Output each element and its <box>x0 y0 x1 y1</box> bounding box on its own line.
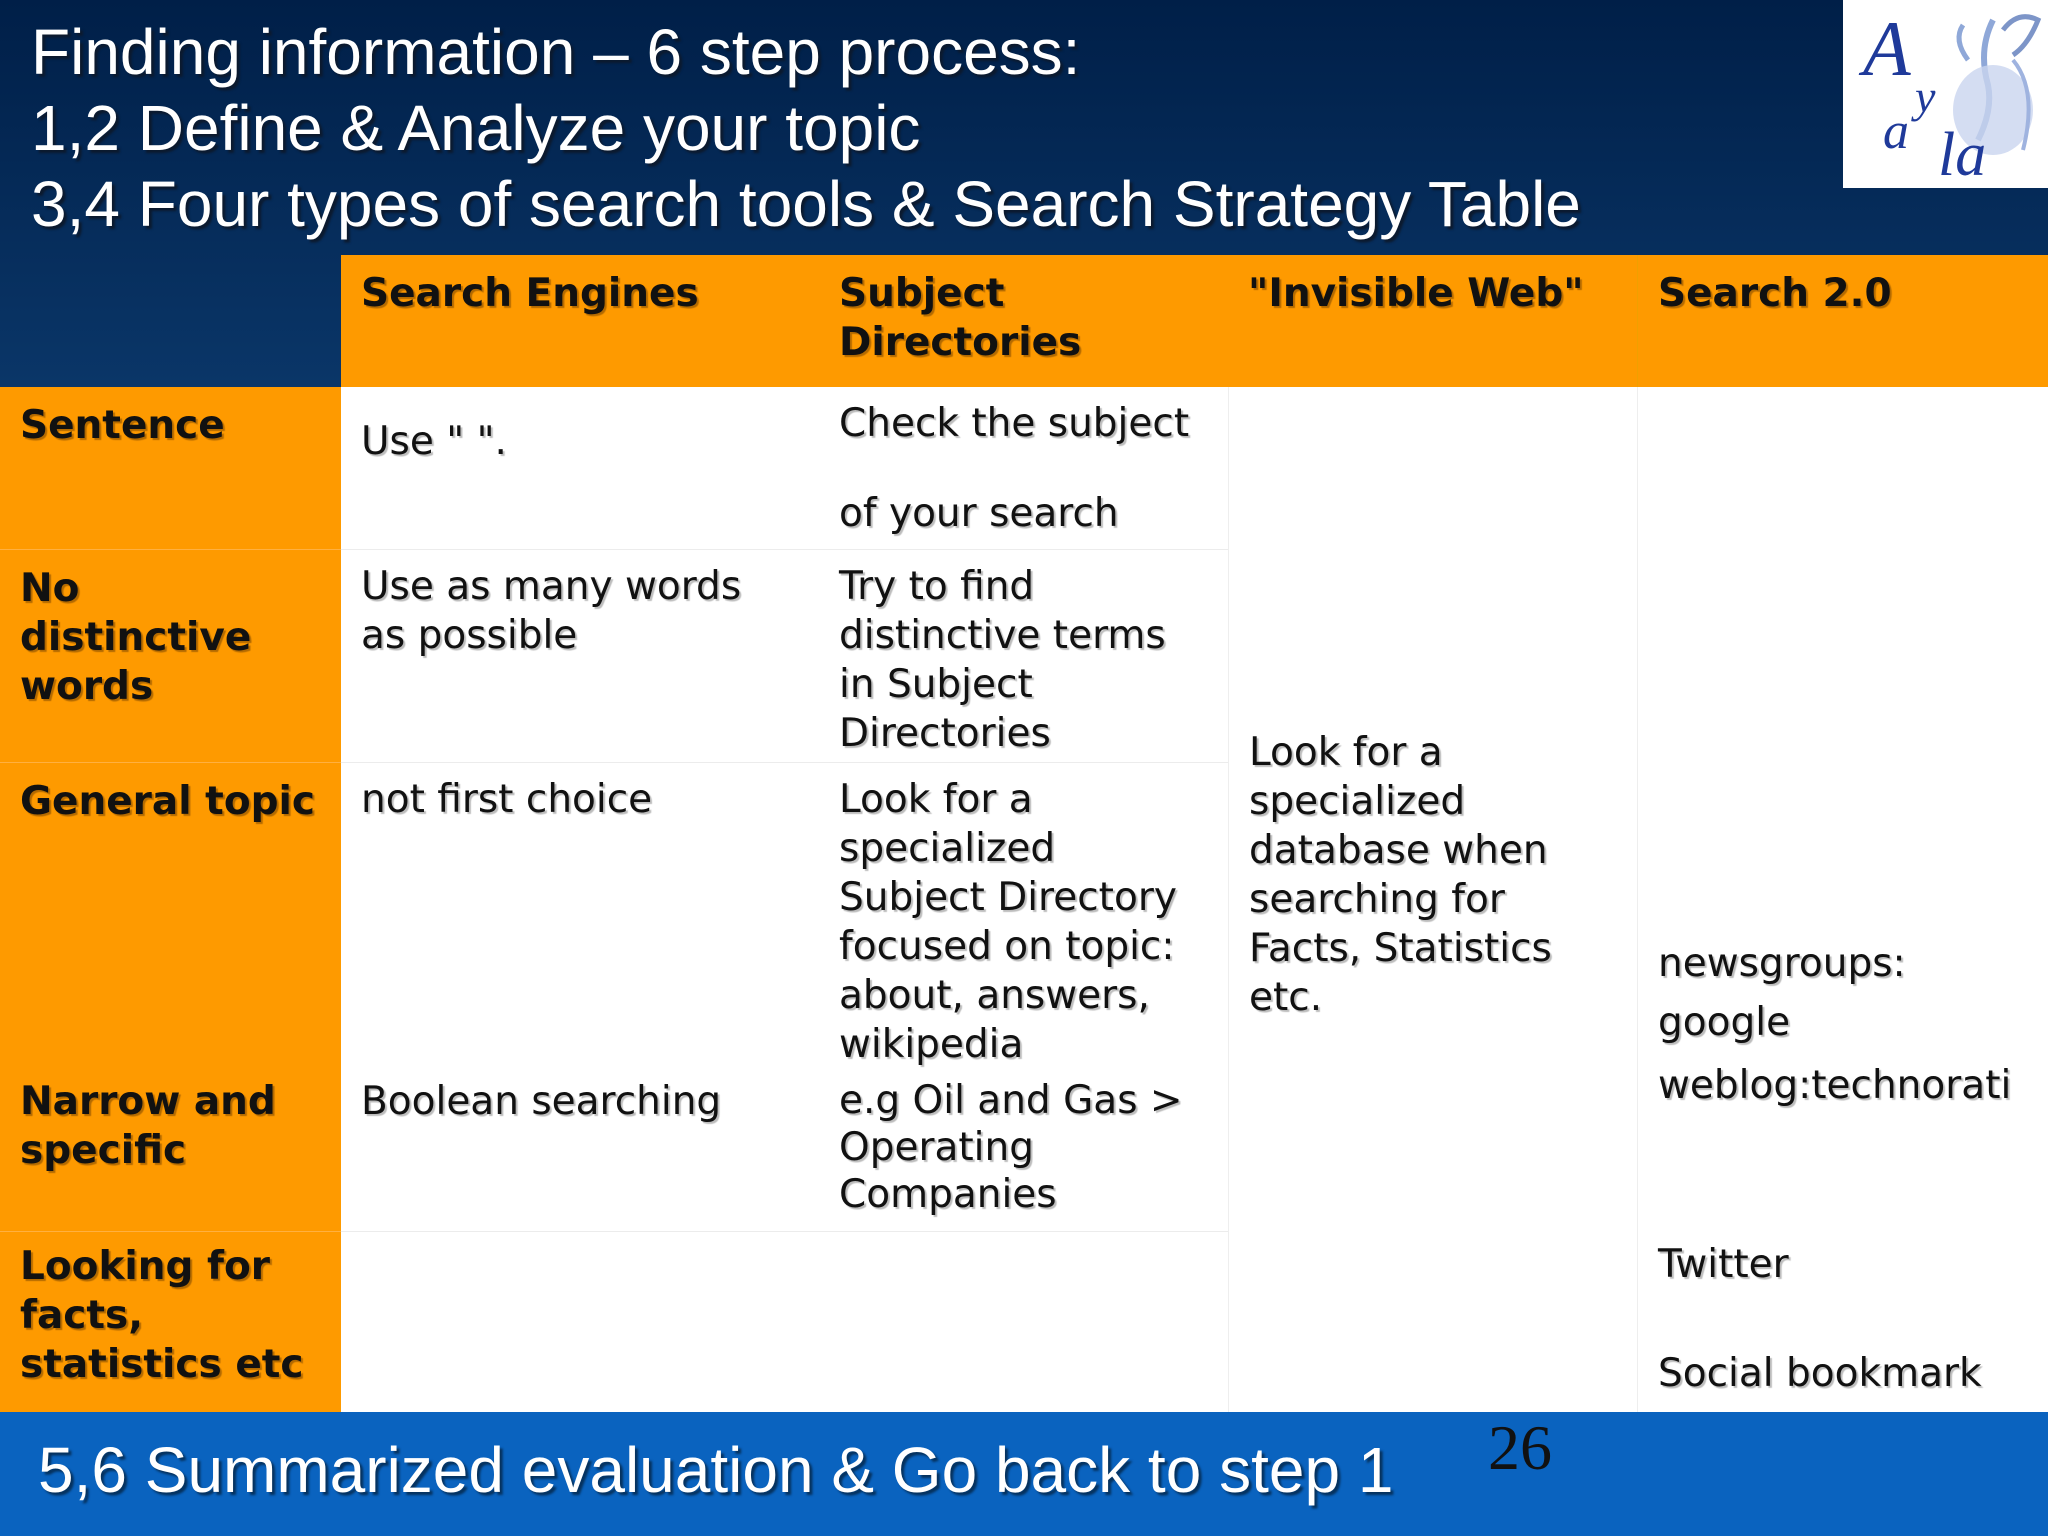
title-line-2: 1,2 Define & Analyze your topic <box>31 92 921 164</box>
cell-text: Look for a <box>839 777 1033 822</box>
cell-narrow-subject-directories <box>819 1071 1228 1232</box>
cell-sentence-search-engines <box>341 387 819 550</box>
cell-text: Directories <box>839 711 1051 756</box>
column-header-search-engines: Search Engines <box>341 255 819 387</box>
ayala-logo-icon <box>1843 0 2048 188</box>
cell-text: Boolean searching <box>361 1079 722 1124</box>
cell-text: Facts, Statistics <box>1249 925 1552 971</box>
cell-text: Subject Directory <box>839 875 1177 920</box>
cell-text: newsgroups: <box>1658 941 1906 986</box>
column-header-subject-directories <box>819 255 1228 387</box>
cell-text: Use as many words <box>361 564 742 609</box>
cell-text: Companies <box>839 1172 1057 1217</box>
svg-text:a: a <box>1883 103 1909 160</box>
title-line-1: Finding information – 6 step process: <box>31 16 1081 88</box>
svg-text:A: A <box>1863 5 1911 92</box>
cell-no-distinctive-search-engines <box>341 550 819 763</box>
cell-text: Twitter <box>1658 1242 1789 1287</box>
cell-text: in Subject <box>839 662 1033 707</box>
slide-title <box>31 14 1581 242</box>
title-line-3: 3,4 Four types of search tools & Search Strategy Table <box>31 168 1581 240</box>
cell-no-distinctive-subject-directories <box>819 550 1228 763</box>
table-corner <box>0 255 341 387</box>
cell-text: Try to find <box>839 564 1035 609</box>
cell-text <box>839 446 1208 491</box>
cell-text: weblog:technorati <box>1658 1063 2012 1108</box>
cell-sentence-subject-directories <box>819 387 1228 550</box>
cell-text: etc. <box>1249 974 1323 1020</box>
cell-text: Use " ". <box>361 419 507 464</box>
cell-text: as possible <box>361 613 578 658</box>
cell-text: google <box>1658 1000 1791 1045</box>
svg-text:y: y <box>1915 71 1936 122</box>
cell-text: Operating <box>839 1125 1034 1170</box>
column-header-invisible-web: "Invisible Web" <box>1228 255 1637 387</box>
cell-text: Check the subject <box>839 401 1190 446</box>
row-header-no-distinctive-words: No distinctive words <box>0 550 341 763</box>
svg-text:la: la <box>1938 121 1987 188</box>
cell-text: about, answers, <box>839 973 1150 1018</box>
cell-text: not first choice <box>361 777 653 822</box>
column-header-subject-directories-text: Subject Directories <box>839 271 1082 365</box>
footer-text: 5,6 Summarized evaluation & Go back to step 1 <box>38 1434 1394 1506</box>
cell-text: Social bookmark <box>1658 1351 1982 1396</box>
cell-general-subject-directories <box>819 763 1228 1071</box>
search-strategy-table <box>0 255 2048 1412</box>
cell-text: e.g Oil and Gas > <box>839 1078 1183 1123</box>
cell-general-search-engines <box>341 763 819 1071</box>
cell-text: database when <box>1249 827 1548 873</box>
page-number: 26 <box>1488 1412 1552 1483</box>
cell-text: specialized <box>1249 778 1466 824</box>
cell-invisible-web <box>1228 387 1637 1412</box>
row-header-general-topic: General topic <box>0 763 341 1071</box>
cell-text: distinctive terms <box>839 613 1166 658</box>
column-header-search-2-0: Search 2.0 <box>1637 255 2048 387</box>
cell-facts-search-engines <box>341 1232 819 1412</box>
cell-text: wikipedia <box>839 1022 1024 1067</box>
cell-facts-subject-directories <box>819 1232 1228 1412</box>
row-header-looking-for-facts: Looking for facts, statistics etc <box>0 1232 341 1412</box>
cell-text: specialized <box>839 826 1056 871</box>
cell-text: searching for <box>1249 876 1505 922</box>
cell-text: focused on topic: <box>839 924 1175 969</box>
row-header-narrow-and-specific: Narrow and specific <box>0 1071 341 1232</box>
cell-narrow-search-engines <box>341 1071 819 1232</box>
cell-text: Look for a <box>1249 729 1443 775</box>
ayala-logo <box>1843 0 2048 188</box>
cell-text: of your search <box>839 491 1119 536</box>
cell-search-2-0 <box>1637 387 2048 1412</box>
row-header-sentence: Sentence <box>0 387 341 550</box>
